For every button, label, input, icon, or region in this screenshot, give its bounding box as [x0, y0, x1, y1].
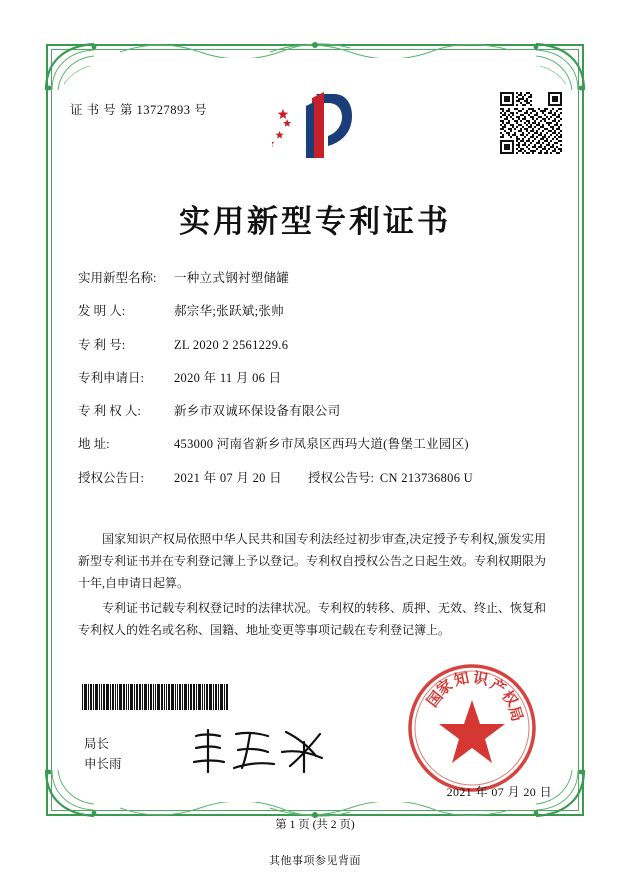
field-label-utility-model-name: 实用新型名称:	[78, 271, 157, 285]
field-value-application-date: 2020 年 11 月 06 日	[174, 370, 282, 385]
field-label-application-date: 专利申请日:	[78, 370, 144, 385]
official-red-seal-icon	[406, 662, 538, 794]
qr-code-icon	[500, 92, 562, 154]
sipo-emblem-icon	[272, 88, 358, 162]
field-row	[78, 272, 548, 286]
field-label-grant-publication-number: 授权公告号:	[307, 470, 374, 485]
svg-text:局: 局	[504, 703, 527, 724]
certificate-number: 证 书 号 第 13727893 号	[70, 103, 208, 117]
legal-body-text	[78, 528, 546, 643]
field-row	[78, 305, 548, 319]
signature-block	[84, 735, 122, 774]
handwritten-signature-icon	[186, 724, 336, 778]
barcode-icon	[82, 684, 252, 710]
svg-text:国: 国	[423, 687, 447, 711]
director-name-label: 申长雨	[84, 756, 122, 771]
field-value-patent-number: ZL 2020 2 2561229.6	[174, 337, 289, 352]
field-value-inventors: 郝宗华;张跃斌;张帅	[174, 304, 284, 319]
field-row	[78, 438, 548, 452]
field-label-grant-date: 授权公告日:	[78, 470, 144, 485]
body-paragraph-1: 国家知识产权局依照中华人民共和国专利法经过初步审查,决定授予专利权,颁发实用新型专利证书并在专利登记簿上予以登记。专利权自授权公告之日起生效。专利权期限为十年,自申请日起算。	[78, 532, 547, 591]
field-row	[78, 372, 548, 386]
border-flourish-top	[120, 36, 510, 58]
field-value-utility-model-name: 一种立式钢衬塑储罐	[174, 271, 290, 285]
field-label-address: 地 址:	[78, 437, 110, 452]
field-row-grant	[78, 472, 548, 486]
page-title: 实用新型专利证书	[179, 204, 451, 240]
page-number: 第 1 页 (共 2 页)	[275, 819, 355, 831]
field-row	[78, 339, 548, 353]
svg-text:产: 产	[486, 674, 510, 699]
field-label-patentee: 专 利 权 人:	[78, 404, 141, 418]
svg-text:识: 识	[471, 668, 490, 689]
field-row	[78, 405, 548, 419]
field-label-patent-number: 专 利 号:	[78, 337, 126, 352]
footnote: 其他事项参见背面	[269, 855, 361, 867]
svg-text:知: 知	[452, 668, 471, 690]
field-value-address: 453000 河南省新乡市凤泉区西玛大道(鲁堡工业园区)	[174, 437, 469, 452]
seal-date: 2021 年 07 月 20 日	[446, 785, 552, 799]
svg-text:家: 家	[433, 675, 456, 700]
svg-text:权: 权	[498, 686, 522, 710]
field-value-grant-date: 2021 年 07 月 20 日	[174, 470, 282, 485]
field-label-inventors: 发 明 人:	[78, 304, 126, 319]
director-title-label: 局长	[84, 737, 110, 752]
field-list	[78, 272, 548, 505]
field-value-patentee: 新乡市双诚环保设备有限公司	[174, 404, 341, 418]
body-paragraph-2: 专利证书记载专利权登记时的法律状况。专利权的转移、质押、无效、终止、恢复和专利权人的姓名或名称、国籍、地址变更等事项记载在专利登记簿上。	[78, 600, 547, 637]
field-value-grant-publication-number: CN 213736806 U	[379, 470, 474, 485]
